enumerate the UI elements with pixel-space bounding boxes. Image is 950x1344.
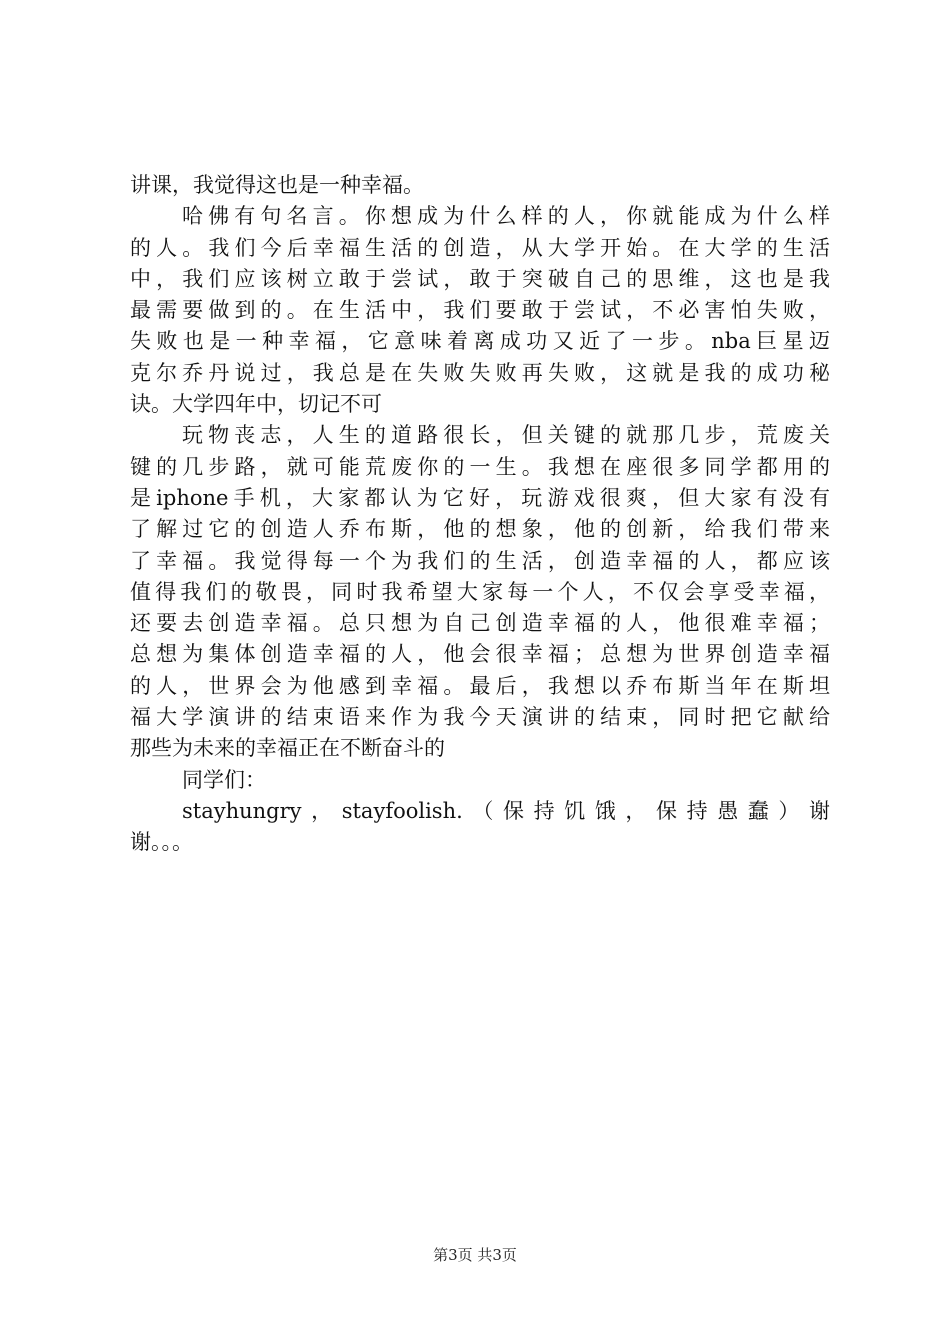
text-line: 值得我们的敬畏，同时我希望大家每一个人，不仅会享受幸福， [130,579,830,604]
paragraph-start-line: 哈佛有句名言。你想成为什么样的人，你就能成为什么样 [182,204,830,229]
text-line: 失败也是一种幸福，它意味着离成功又近了一步。nba巨星迈 [130,329,830,354]
text-line: 最需要做到的。在生活中，我们要敢于尝试，不必害怕失败， [130,298,830,323]
text-line: 了幸福。我觉得每一个为我们的生活，创造幸福的人，都应该 [130,548,830,573]
text-line: 还要去创造幸福。总只想为自己创造幸福的人，他很难幸福； [130,611,830,636]
text-line: 福大学演讲的结束语来作为我今天演讲的结束，同时把它献给 [130,705,830,730]
page-footer: 第3页 共3页 [433,1246,517,1264]
text-line: 总想为集体创造幸福的人，他会很幸福；总想为世界创造幸福 [130,642,830,667]
paragraph-start-line: 同学们： [182,767,266,792]
paragraph-start-line: stayhungry，stayfoolish.（保持饥饿，保持愚蠢）谢 [182,798,830,823]
text-line: 中，我们应该树立敢于尝试，敢于突破自己的思维，这也是我 [130,266,830,291]
text-line: 的人，世界会为他感到幸福。最后，我想以乔布斯当年在斯坦 [130,673,830,698]
text-line: 键的几步路，就可能荒废你的一生。我想在座很多同学都用的 [130,454,830,479]
text-line: 诀。大学四年中，切记不可 [130,392,382,417]
text-line: 那些为未来的幸福正在不断奋斗的 [130,736,445,761]
text-line: 了解过它的创造人乔布斯，他的想象，他的创新，给我们带来 [130,517,830,542]
text-line: 是iphone手机，大家都认为它好，玩游戏很爽，但大家有没有 [130,485,830,510]
text-line: 克尔乔丹说过，我总是在失败失败再失败，这就是我的成功秘 [130,360,830,385]
document-body [130,170,830,859]
text-line: 的人。我们今后幸福生活的创造，从大学开始。在大学的生活 [130,235,830,260]
text-line: 谢。。。 [130,830,193,855]
text-line: 讲课，我觉得这也是一种幸福。 [130,173,424,197]
paragraph-start-line: 玩物丧志，人生的道路很长，但关键的就那几步，荒废关 [182,423,830,448]
